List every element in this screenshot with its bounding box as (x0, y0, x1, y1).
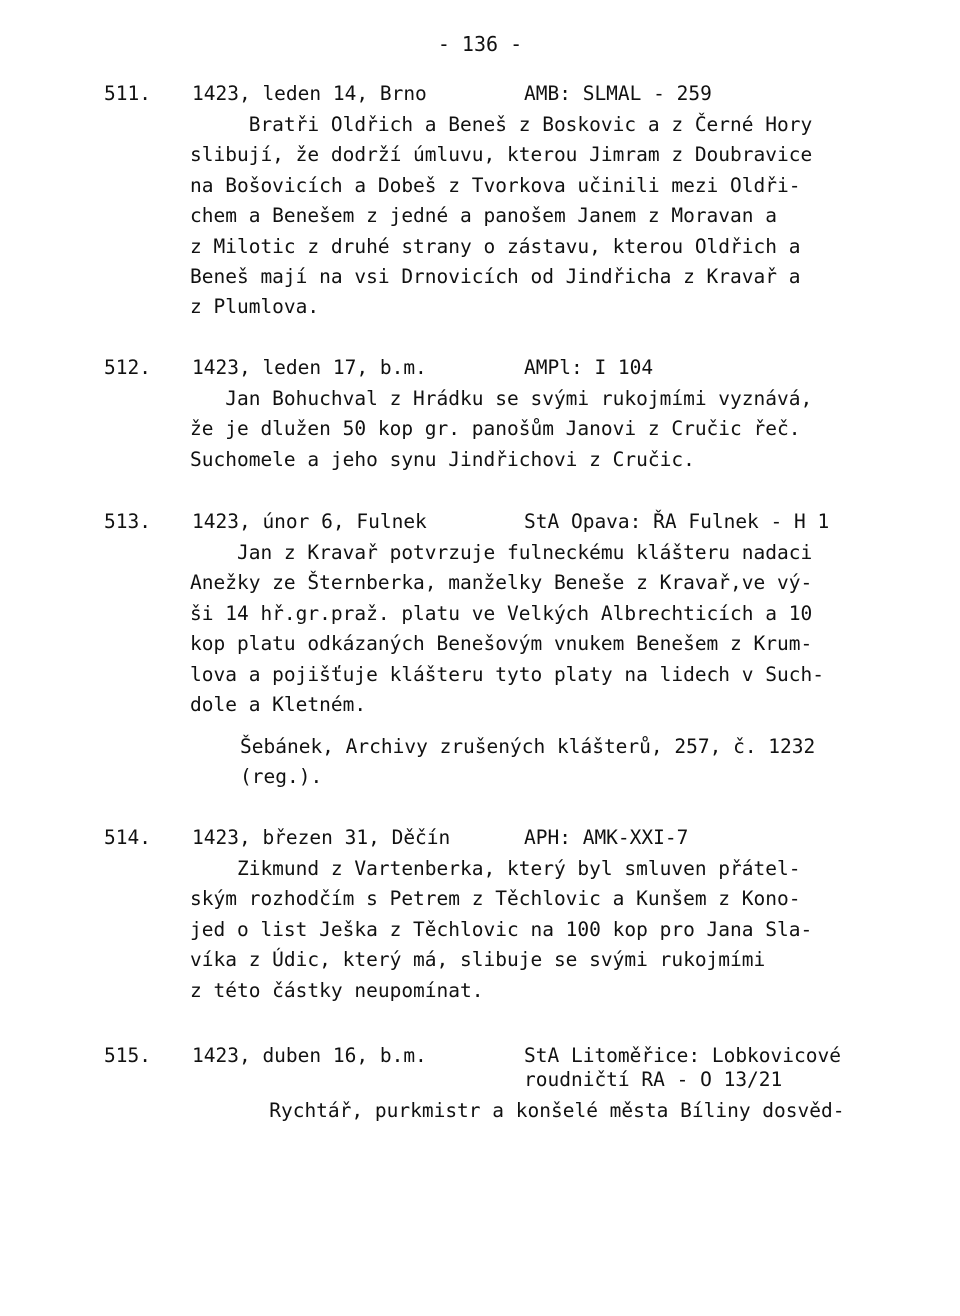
entry-archive: AMB: SLMAL - 259 (524, 82, 712, 105)
entry-number: 512. (104, 356, 151, 379)
entry-archive: AMPl: I 104 (524, 356, 654, 379)
entry-reference: Šebánek, Archivy zrušených klášterů, 257, č. 1232 (reg.). (240, 735, 816, 788)
entry-text: Jan Bohuchval z Hrádku se svými rukojmími vyznává, že je dlužen 50 kop gr. panošům Janovi z Cručic řeč. Suchomele a jeho synu Jindřichovi z Cručic. (190, 387, 813, 471)
entry-text: Rychtář, purkmistr a konšelé města Bíliny dosvěd- (234, 1099, 845, 1122)
entry-date: 1423, leden 17, b.m. (192, 356, 427, 379)
entry-number: 511. (104, 82, 151, 105)
entry-text: Jan z Kravař potvrzuje fulneckému klášteru nadaci Anežky ze Šternberka, manželky Beneše z Kravař,ve vý- ši 14 hř.gr.praž. platu ve Velkých Albrechticích a 10 kop platu odkázaných Benešovým vnukem Benešem z Krum- lova a pojišťuje klášteru tyto platy na lidech v Such- dole a Kletném. (190, 541, 824, 717)
entry-date: 1423, leden 14, Brno (192, 82, 427, 105)
entry-text: Zikmund z Vartenberka, který byl smluven přátel- ským rozhodčím s Petrem z Těchlovic a Kunšem z Kono- jed o list Ješka z Těchlovic na 100 kop pro Jana Sla- víka z Údic, který má, slibuje se svými rukojmími z této částky neupomínat. (190, 857, 813, 1002)
entry-text: Bratři Oldřich a Beneš z Boskovic a z Černé Hory slibují, že dodrží úmluvu, kterou Jimram z Doubravice na Bošovicích a Dobeš z Tvorkova učinili mezi Oldři- chem a Benešem z jedné a panošem Janem z Moravan a z Milotic z druhé strany o zástavu, kterou Oldřich a Beneš mají na vsi Drnovicích od Jindřicha z Kravař a z Plumlova. (190, 113, 813, 319)
entry-date: 1423, duben 16, b.m. (192, 1044, 427, 1067)
entry-number: 514. (104, 826, 151, 849)
entry-date: 1423, únor 6, Fulnek (192, 510, 427, 533)
entry-archive: StA Opava: ŘA Fulnek - H 1 (524, 510, 830, 533)
entry-archive: APH: AMK-XXI-7 (524, 826, 689, 849)
page-number: - 136 - (437, 32, 523, 56)
entry-number: 515. (104, 1044, 151, 1067)
entry-date: 1423, březen 31, Děčín (192, 826, 451, 849)
entry-number: 513. (104, 510, 151, 533)
entry-archive: StA Litoměřice: Lobkovicové roudničtí RA - O 13/21 (524, 1044, 841, 1091)
